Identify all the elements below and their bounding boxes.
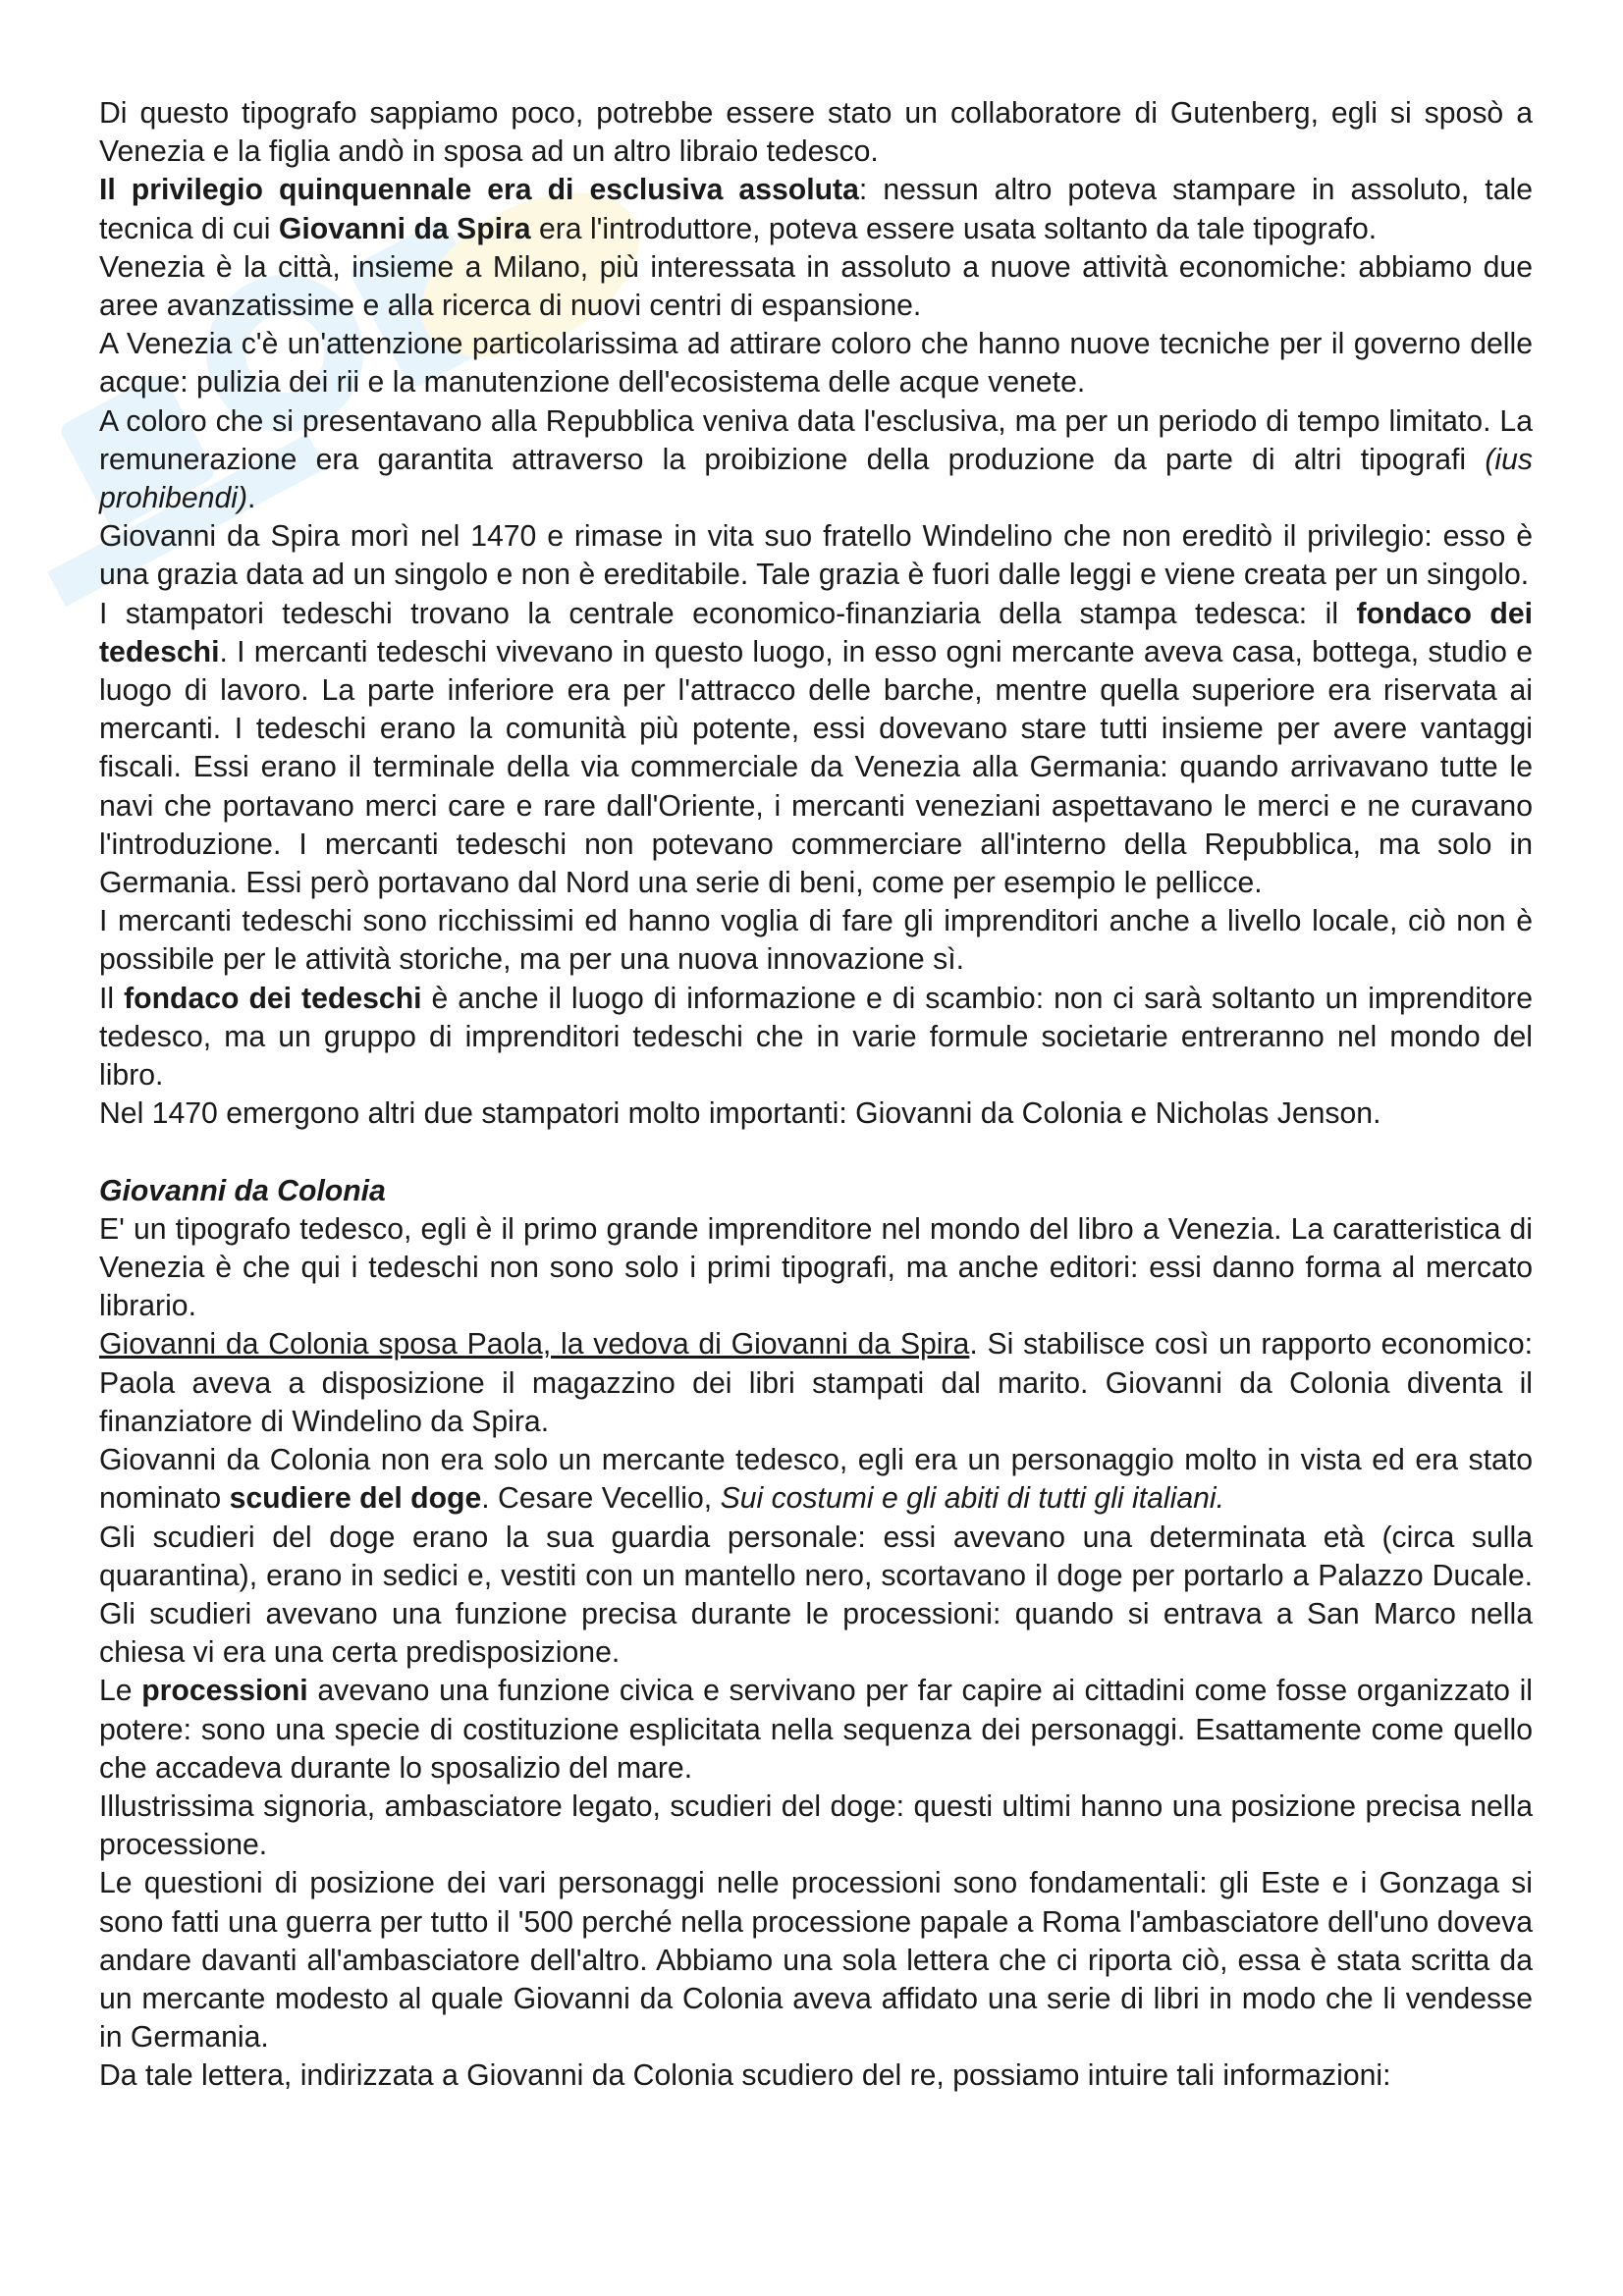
text-span: Le — [99, 1675, 142, 1708]
text-span: . — [247, 482, 256, 515]
paragraph-scudieri-doge: Gli scudieri del doge erano la sua guardia personale: essi avevano una determinata età (circa sulla quarantina), erano in sedici e, vestiti con un mantello nero, scortavano il doge per portarlo a Palazzo Ducale. Gli scudieri avevano una funzione precisa durante le processioni: quando si entrava a San Marco nella chiesa vi era una certa predisposizione. — [99, 1521, 1533, 1670]
text-span: . Si stabilisce così un rapporto economico: Paola aveva a disposizione il magazzino dei libri stampati dal marito. Giovanni da Colonia diventa il finanziatore di Windelino da Spira. — [99, 1328, 1533, 1438]
bold-giovanni-spira: Giovanni da Spira — [278, 212, 531, 245]
bold-privilegio: Il privilegio quinquennale era di esclusiva assoluta — [99, 174, 859, 207]
paragraph-morte-spira: Giovanni da Spira morì nel 1470 e rimase in vita suo fratello Windelino che non ereditò il privilegio: esso è una grazia data ad un singolo e non è ereditabile. Tale grazia è fuori dalle leggi e viene creata per un singolo. — [99, 520, 1533, 592]
paragraph-esclusiva — [99, 402, 1533, 518]
bold-fondaco-2: fondaco dei tedeschi — [124, 982, 422, 1015]
text-span: . Cesare Vecellio, — [481, 1482, 721, 1516]
paragraph-intro: Di questo tipografo sappiamo poco, potrebbe essere stato un collaboratore di Gutenberg, egli si sposò a Venezia e la figlia andò in sposa ad un altro libraio tedesco. — [99, 97, 1533, 169]
paragraph-venezia-milano: Venezia è la città, insieme a Milano, più interessata in assoluto a nuove attività economiche: abbiamo due aree avanzatissime e alla ricerca di nuovi centri di espansione. — [99, 250, 1533, 323]
text-span: . I mercanti tedeschi vivevano in questo luogo, in esso ogni mercante aveva casa, bottega, studio e luogo di lavoro. La parte inferiore era per l'attracco delle barche, mentre quella superiore era riservata ai mercanti. I tedeschi erano la comunità più potente, essi dovevano stare tutti insieme per avere vantaggi fiscali. Essi erano il terminale della via commerciale da Venezia alla Germania: quando arrivavano tutte le navi che portavano merci care e rare dall'Oriente, i mercanti veneziani aspettavano le merci e ne curavano l'introduzione. I mercanti tedeschi non potevano commerciare all'interno della Repubblica, ma solo in Germania. Essi però portavano dal Nord una serie di beni, come per esempio le pellicce. — [99, 635, 1533, 900]
bold-scudiere: scudiere del doge — [229, 1482, 482, 1516]
document-body — [99, 94, 1533, 2096]
paragraph-paola — [99, 1325, 1533, 1441]
text-span: I stampatori tedeschi trovano la centrale economico-finanziaria della stampa tedesca: il — [99, 597, 1357, 630]
text-span: Il — [99, 982, 125, 1015]
text-span: : nessun altro poteva stampare in assoluto, tale tecnica di cui — [99, 174, 1533, 245]
paragraph-processioni — [99, 1672, 1533, 1788]
text-span: A coloro che si presentavano alla Repubblica veniva data l'esclusiva, ma per un periodo di tempo limitato. La remunerazione era garantita attraverso la proibizione della produzione da parte di altri tipografi — [99, 404, 1533, 476]
paragraph-fondaco — [99, 595, 1533, 903]
paragraph-lettera: Da tale lettera, indirizzata a Giovanni da Colonia scudiero del re, possiamo intuire tali informazioni: — [99, 2059, 1391, 2093]
paragraph-posizione: Le questioni di posizione dei vari personaggi nelle processioni sono fondamentali: gli Este e i Gonzaga si sono fatti una guerra per tutto il '500 perché nella processione papale a Roma l'ambasciatore dell'uno doveva andare davanti all'ambasciatore dell'altro. Abbiamo una sola lettera che ci riporta ciò, essa è stata scritta da un mercante modesto al quale Giovanni da Colonia aveva affidato una serie di libri in modo che li vendesse in Germania. — [99, 1867, 1533, 2055]
paragraph-fondaco-scambio — [99, 980, 1533, 1095]
italic-costumi: Sui costumi e gli abiti di tutti gli italiani. — [720, 1482, 1224, 1516]
paragraph-tipografo-tedesco: E' un tipografo tedesco, egli è il primo grande imprenditore nel mondo del libro a Venezia. La caratteristica di Venezia è che qui i tedeschi non sono solo i primi tipografi, ma anche editori: essi danno forma al mercato librario. — [99, 1212, 1533, 1323]
paragraph-signoria: Illustrissima signoria, ambasciatore legato, scudieri del doge: questi ultimi hanno una posizione precisa nella processione. — [99, 1789, 1533, 1862]
bold-processioni: processioni — [141, 1675, 308, 1708]
text-span: era l'introduttore, poteva essere usata soltanto da tale tipografo. — [530, 212, 1378, 245]
text-span: avevano una funzione civica e servivano per far capire ai cittadini come fosse organizzato il potere: sono una specie di costituzione esplicitata nella sequenza dei personaggi. Esattamente come quello che accadeva durante lo sposalizio del mare. — [99, 1675, 1533, 1785]
italic-ius-prohibendi: (ius prohibendi) — [99, 443, 1533, 515]
paragraph-acque: A Venezia c'è un'attenzione particolarissima ad attirare coloro che hanno nuove tecniche per il governo delle acque: pulizia dei rii e la manutenzione dell'ecosistema delle acque venete. — [99, 328, 1533, 400]
paragraph-1470: Nel 1470 emergono altri due stampatori molto importanti: Giovanni da Colonia e Nicholas Jenson. — [99, 1097, 1381, 1131]
paragraph-scudiere — [99, 1441, 1533, 1518]
text-span: Giovanni da Colonia non era solo un mercante tedesco, egli era un personaggio molto in vista ed era stato nominato — [99, 1444, 1533, 1516]
text-span: è anche il luogo di informazione e di scambio: non ci sarà soltanto un imprenditore tedesco, ma un gruppo di imprenditori tedeschi che in varie formule societarie entreranno nel mondo del libro. — [99, 982, 1533, 1093]
underline-sposa-paola: Giovanni da Colonia sposa Paola, la vedova di Giovanni da Spira — [99, 1328, 970, 1362]
paragraph-mercanti-ricchi: I mercanti tedeschi sono ricchissimi ed hanno voglia di fare gli imprenditori anche a livello locale, ciò non è possibile per le attività storiche, ma per una nuova innovazione sì. — [99, 905, 1533, 977]
paragraph-privilegio — [99, 171, 1533, 247]
bold-fondaco: fondaco dei tedeschi — [99, 597, 1533, 668]
section-heading: Giovanni da Colonia — [99, 1174, 386, 1207]
